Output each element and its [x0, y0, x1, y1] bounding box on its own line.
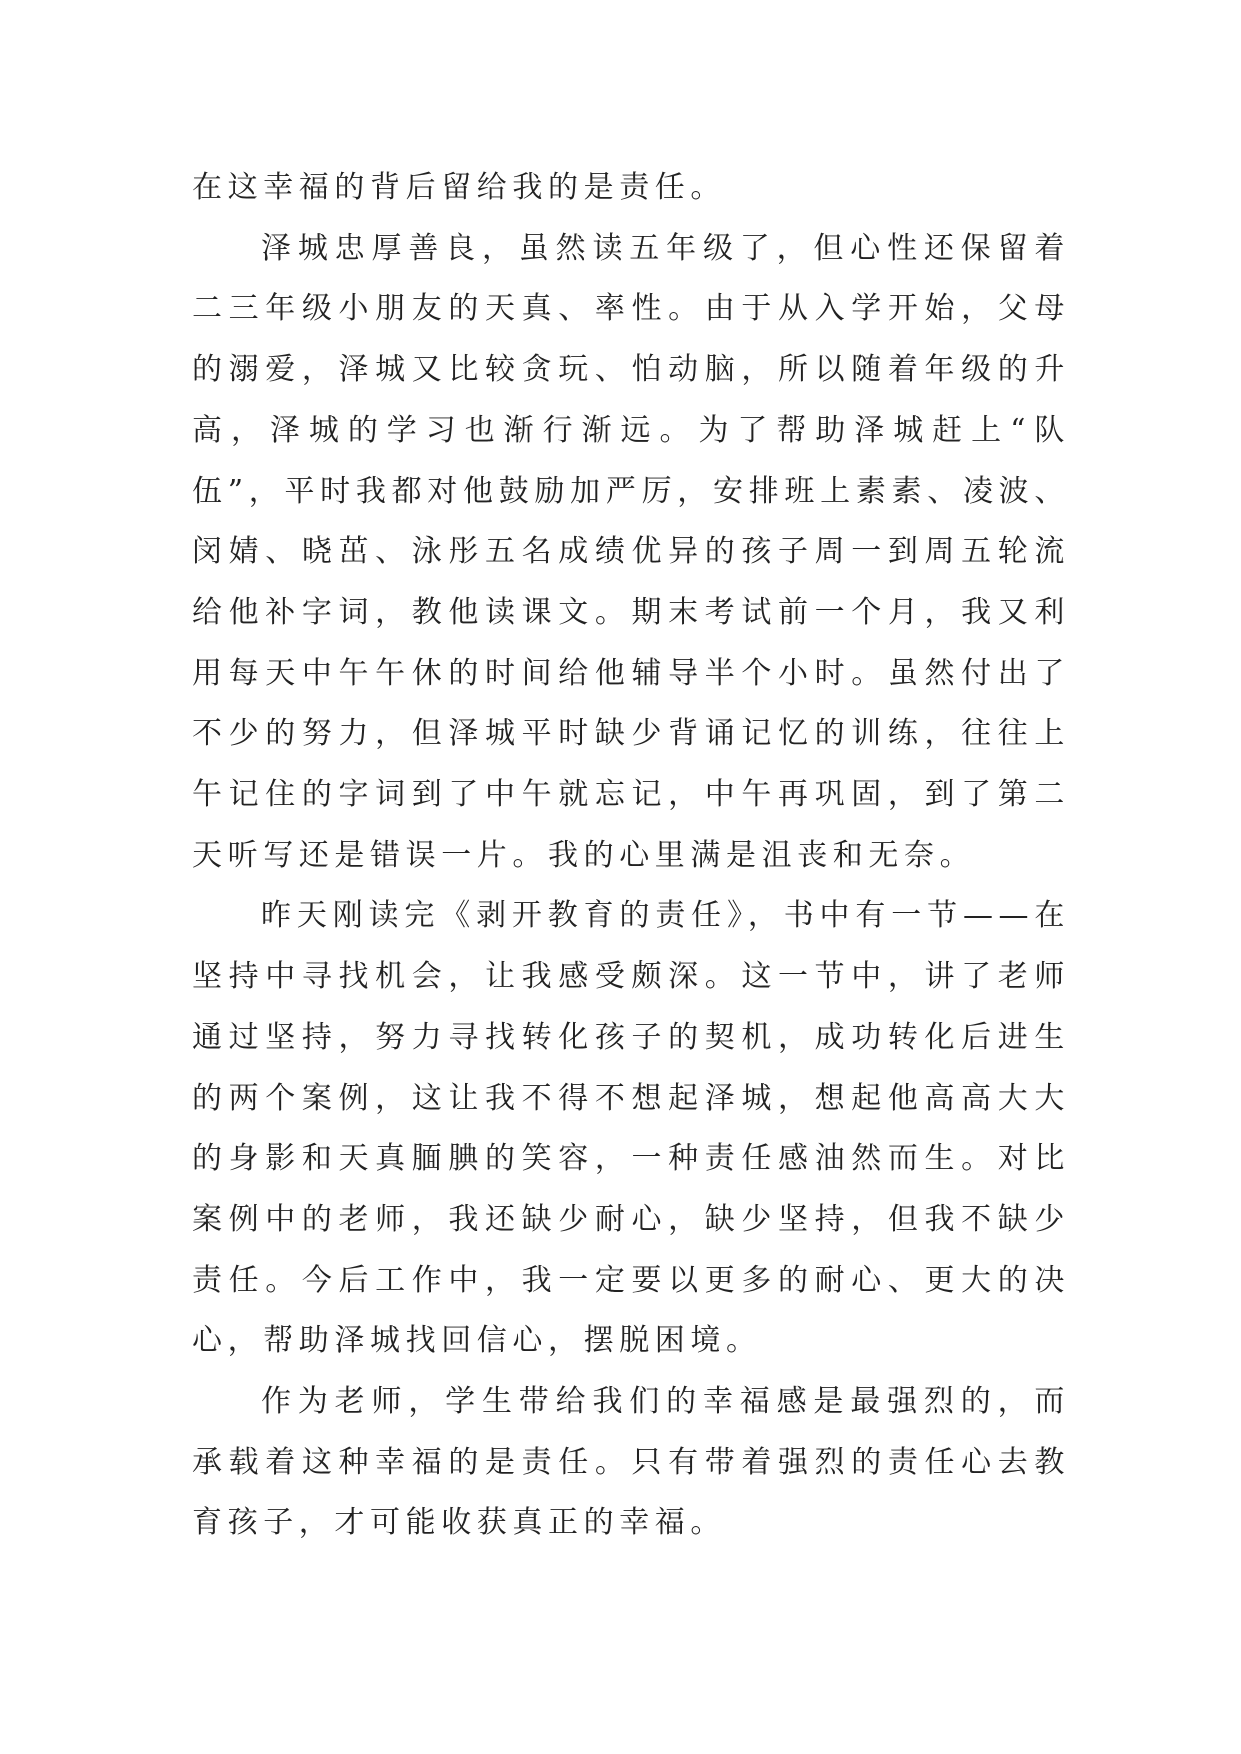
paragraph: 昨天刚读完《剥开教育的责任》，书中有一节——在坚持中寻找机会，让我感受颇深。这一节中，讲了老师通过坚持，努力寻找转化孩子的契机，成功转化后进生的两个案例，这让我不得不想起泽城，想起他高高大大的身影和天真腼腆的笑容，一种责任感油然而生。对比案例中的老师，我还缺少耐心，缺少坚持，但我不缺少责任。今后工作中，我一定要以更多的耐心、更大的决心，帮助泽城找回信心，摆脱困境。 — [192, 898, 1070, 1359]
paragraph: 作为老师，学生带给我们的幸福感是最强烈的，而承载着这种幸福的是责任。只有带着强烈的责任心去教育孩子，才可能收获真正的幸福。 — [192, 1384, 1070, 1541]
paragraph-continuation: 在这幸福的背后留给我的是责任。 — [192, 170, 726, 205]
document-body — [192, 158, 1070, 1554]
paragraph: 泽城忠厚善良，虽然读五年级了，但心性还保留着二三年级小朋友的天真、率性。由于从入学开始，父母的溺爱，泽城又比较贪玩、怕动脑，所以随着年级的升高，泽城的学习也渐行渐远。为了帮助泽城赶上“队伍”，平时我都对他鼓励加严厉，安排班上素素、凌波、闵婧、晓茁、泳彤五名成绩优异的孩子周一到周五轮流给他补字词，教他读课文。期末考试前一个月，我又利用每天中午午休的时间给他辅导半个小时。虽然付出了不少的努力，但泽城平时缺少背诵记忆的训练，往往上午记住的字词到了中午就忘记，中午再巩固，到了第二天听写还是错误一片。我的心里满是沮丧和无奈。 — [192, 230, 1070, 873]
